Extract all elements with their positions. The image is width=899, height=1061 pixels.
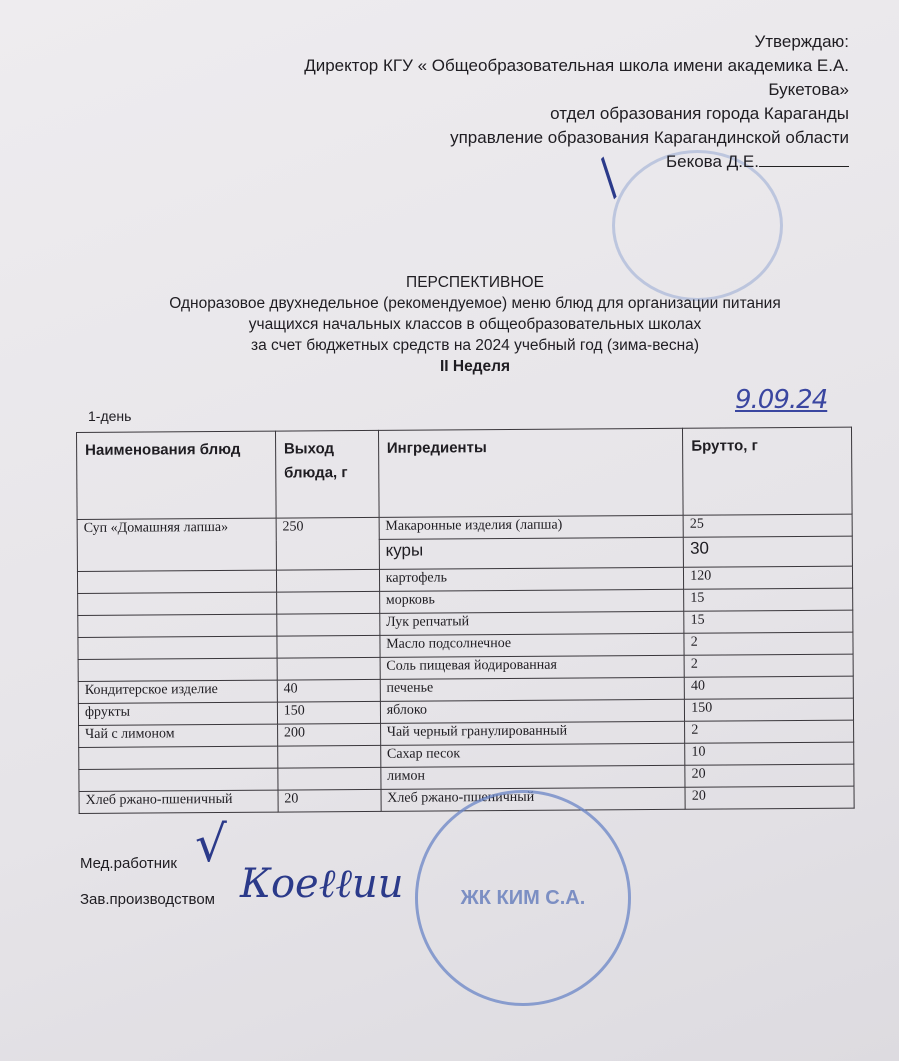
title-line: ПЕРСПЕКТИВНОЕ — [406, 274, 544, 291]
director-signature: / — [583, 152, 633, 202]
stamp-text: ЖК КИМ С.А. — [460, 886, 586, 909]
approval-line: Букетова» — [768, 80, 849, 99]
title-line: Одноразовое двухнедельное (рекомендуемое) меню блюд для организации питания — [169, 295, 781, 312]
ingredient-cell: лимон — [381, 765, 686, 789]
ingredient-cell: яблоко — [380, 699, 685, 723]
gross-cell: 150 — [685, 698, 854, 721]
yield-cell: 40 — [277, 679, 380, 702]
gross-cell: 2 — [684, 632, 853, 655]
gross-cell: 30 — [683, 536, 852, 567]
gross-cell: 2 — [684, 654, 853, 677]
gross-cell: 10 — [685, 742, 854, 765]
production-label: Зав.производством — [80, 891, 215, 908]
dish-cell: фрукты — [78, 702, 277, 725]
gross-cell: 40 — [684, 676, 853, 699]
yield-cell — [277, 657, 380, 680]
medic-signature: √ — [195, 815, 227, 873]
dish-cell — [78, 658, 277, 681]
yield-cell: 200 — [277, 723, 380, 746]
yield-cell: 150 — [277, 701, 380, 724]
dish-cell: Суп «Домашняя лапша» — [77, 518, 276, 571]
gross-cell: 25 — [683, 514, 852, 537]
ingredient-cell: Масло подсолнечное — [380, 633, 685, 657]
dish-cell — [79, 768, 278, 791]
ingredient-cell: Лук репчатый — [379, 611, 684, 635]
day-label: 1-день — [88, 408, 132, 424]
yield-cell — [278, 745, 381, 768]
ingredient-cell: куры — [379, 537, 684, 569]
signatory-name: Бекова Д.Е. — [665, 152, 759, 171]
header-ingredients: Ингредиенты — [378, 428, 683, 517]
ingredient-cell: печенье — [380, 677, 685, 701]
week-label: II Неделя — [439, 358, 511, 375]
approval-block — [304, 30, 849, 174]
menu-table — [76, 427, 855, 814]
document-title — [60, 272, 890, 377]
ingredient-cell: морковь — [379, 589, 684, 613]
gross-cell: 120 — [684, 566, 853, 589]
ingredient-cell: Сахар песок — [380, 743, 685, 767]
gross-cell: 15 — [684, 588, 853, 611]
gross-cell: 15 — [684, 610, 853, 633]
gross-cell: 20 — [685, 786, 854, 809]
dish-cell: Кондитерское изделие — [78, 680, 277, 703]
dish-cell: Чай с лимоном — [79, 724, 278, 747]
yield-cell — [277, 635, 380, 658]
table-header-row — [77, 427, 853, 519]
header-gross: Брутто, г — [683, 427, 852, 515]
yield-cell — [276, 591, 379, 614]
handwritten-date: 9.09.24 — [735, 385, 828, 415]
ingredient-cell: Соль пищевая йодированная — [380, 655, 685, 679]
dish-cell — [78, 592, 277, 615]
gross-cell: 20 — [685, 764, 854, 787]
production-signature: Коеℓℓии — [240, 861, 404, 907]
medic-label: Мед.работник — [80, 855, 177, 872]
yield-cell: 250 — [276, 517, 379, 570]
ingredient-cell: Макаронные изделия (лапша) — [379, 515, 684, 539]
yield-cell — [278, 767, 381, 790]
dish-cell: Хлеб ржано-пшеничный — [79, 790, 278, 813]
header-dish: Наименования блюд — [77, 431, 276, 519]
yield-cell: 20 — [278, 789, 381, 812]
ingredient-cell: Чай черный гранулированный — [380, 721, 685, 745]
approval-signatory — [304, 150, 849, 174]
title-line: за счет бюджетных средств на 2024 учебный год (зима-весна) — [251, 337, 699, 354]
gross-cell: 2 — [685, 720, 854, 743]
approval-line: Директор КГУ « Общеобразовательная школа имени академика Е.А. — [304, 56, 849, 75]
yield-cell — [277, 613, 380, 636]
header-yield: Выход блюда, г — [275, 430, 379, 518]
approval-line: управление образования Карагандинской области — [450, 128, 849, 147]
official-seal-bottom — [415, 790, 631, 1006]
dish-cell — [77, 570, 276, 593]
title-line: учащихся начальных классов в общеобразовательных школах — [248, 316, 702, 333]
yield-cell — [276, 569, 379, 592]
approve-label: Утверждаю: — [754, 32, 849, 51]
ingredient-cell: картофель — [379, 567, 684, 591]
dish-cell — [79, 746, 278, 769]
dish-cell — [78, 614, 277, 637]
dish-cell — [78, 636, 277, 659]
approval-line: отдел образования города Караганды — [550, 104, 849, 123]
ingredient-cell: Хлеб ржано-пшеничный — [381, 787, 686, 811]
